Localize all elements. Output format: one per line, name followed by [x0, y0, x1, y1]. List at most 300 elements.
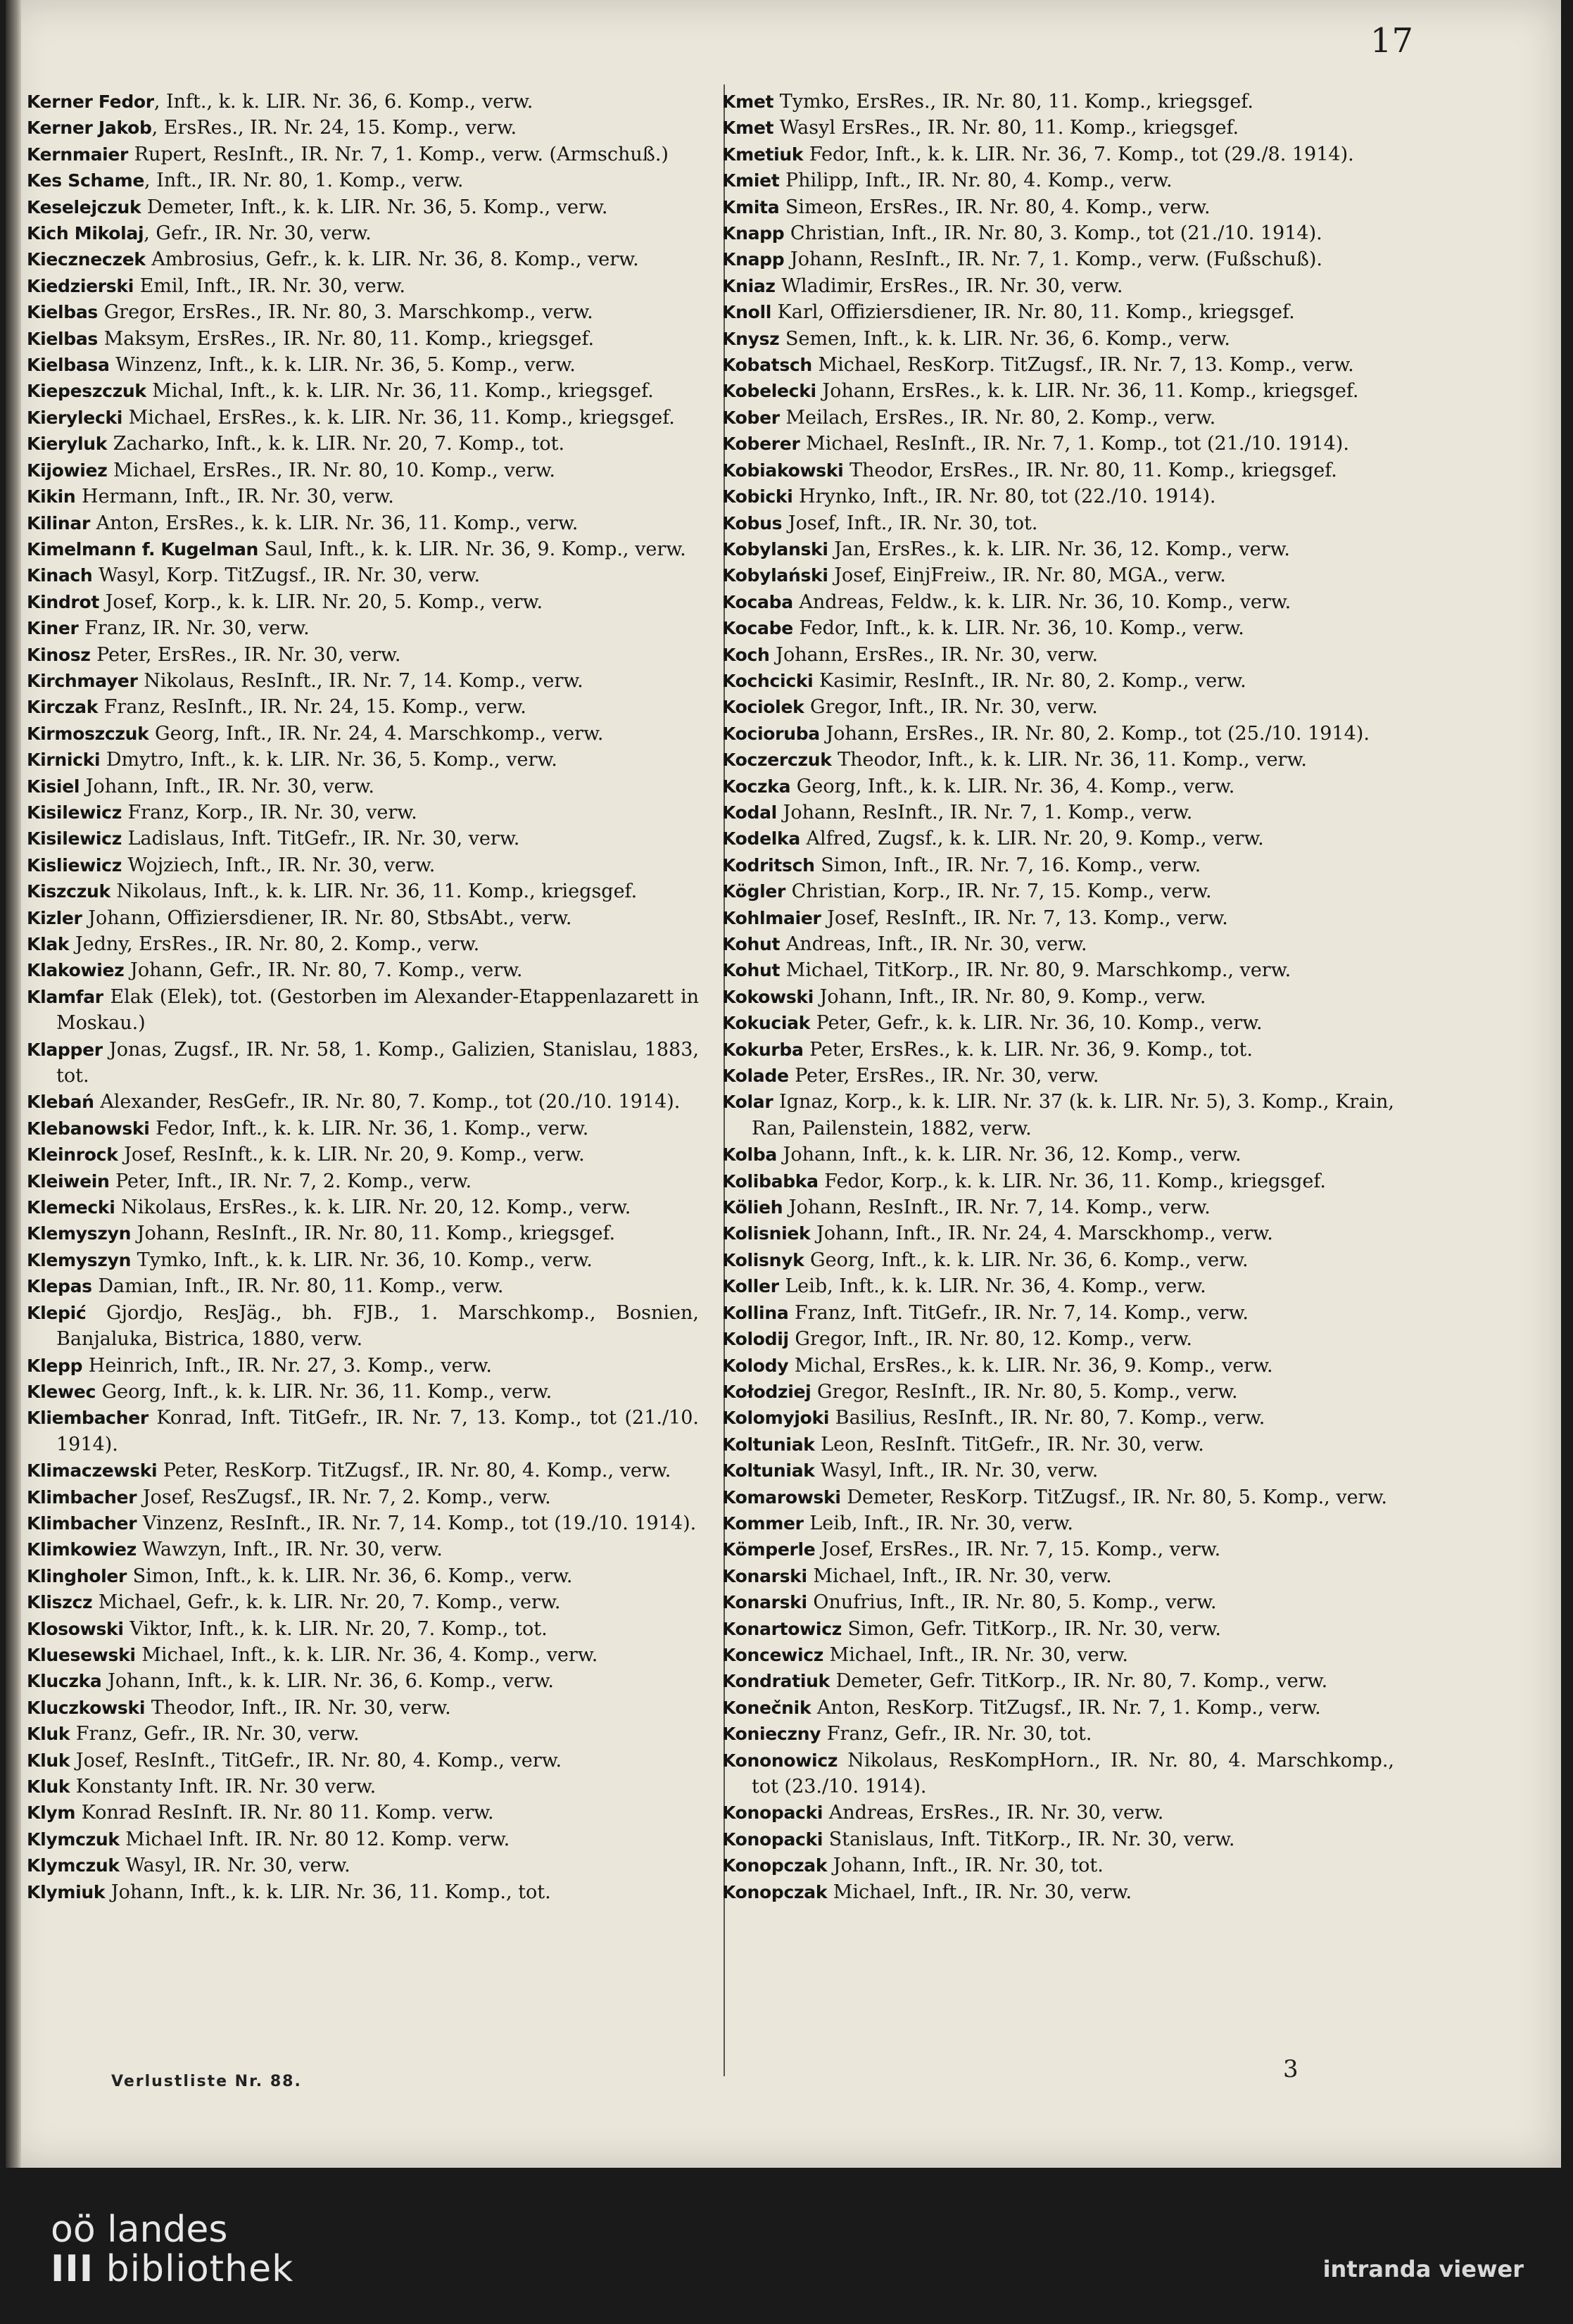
entry-name: Klemyszyn [27, 1223, 132, 1244]
entry-name: Kiedzierski [27, 275, 134, 296]
entry-details: Josef, ResInft., IR. Nr. 7, 13. Komp., verw. [821, 907, 1228, 929]
list-entry [722, 536, 1394, 562]
entry-name: Kiszczuk [27, 881, 110, 902]
entry-name: Klebanowski [27, 1118, 150, 1139]
entry-name: Kisilewicz [27, 828, 122, 850]
entry-details: Peter, ErsRes., IR. Nr. 30, verw. [788, 1065, 1099, 1087]
entry-details: Josef, EinjFreiw., IR. Nr. 80, MGA., verw. [828, 564, 1226, 587]
entry-details: Michal, ErsRes., k. k. LIR. Nr. 36, 9. Komp., verw. [788, 1354, 1273, 1377]
list-entry [27, 773, 699, 800]
entry-details: Nikolaus, ResKompHorn., IR. Nr. 80, 4. Marschkomp., tot (23./10. 1914). [752, 1749, 1394, 1798]
list-entry [722, 773, 1394, 800]
entry-name: Kocabe [722, 618, 793, 639]
entry-name: Kolar [722, 1092, 773, 1113]
entry-name: Kobiakowski [722, 460, 844, 481]
list-entry [722, 1273, 1394, 1299]
entry-name: Komarowski [722, 1486, 841, 1508]
entry-name: Kirmoszczuk [27, 723, 149, 744]
entry-name: Klepp [27, 1355, 83, 1376]
list-entry [722, 326, 1394, 352]
entry-details: Josef, ResInft., TitGefr., IR. Nr. 80, 4. Komp., verw. [70, 1749, 562, 1772]
list-entry [27, 405, 699, 431]
footer-label: Verlustliste Nr. 88. [111, 2073, 302, 2090]
entry-name: Kliembacher [27, 1408, 149, 1429]
entry-name: Klapper [27, 1039, 103, 1060]
entry-name: Klymczuk [27, 1855, 120, 1876]
entry-name: Kohut [722, 960, 781, 981]
entry-name: Kindrot [27, 591, 99, 612]
list-entry [722, 1879, 1394, 1905]
list-entry [722, 510, 1394, 536]
entry-details: Karl, Offiziersdiener, IR. Nr. 80, 11. Komp., kriegsgef. [771, 301, 1295, 324]
entry-name: Koltuniak [722, 1434, 815, 1455]
entry-details: Heinrich, Inft., IR. Nr. 27, 3. Komp., verw. [82, 1354, 492, 1377]
entry-name: Kmita [722, 196, 780, 217]
entry-name: Kodal [722, 802, 777, 823]
entry-details: Zacharko, Inft., k. k. LIR. Nr. 20, 7. Komp., tot. [107, 433, 565, 455]
list-entry [722, 273, 1394, 299]
list-entry [722, 1826, 1394, 1852]
entry-details: Franz, Korp., IR. Nr. 30, verw. [121, 801, 417, 823]
entry-details: Johann, Inft., IR. Nr. 24, 4. Marsckhomp., verw. [810, 1223, 1273, 1245]
entry-details: Maksym, ErsRes., IR. Nr. 80, 11. Komp., kriegsgef. [98, 327, 595, 350]
list-entry [27, 1089, 699, 1115]
entry-name: Kirnicki [27, 750, 101, 771]
entry-details: Josef, Inft., IR. Nr. 30, tot. [782, 512, 1038, 534]
entry-details: Nikolaus, ErsRes., k. k. LIR. Nr. 20, 12. Komp., verw. [115, 1196, 631, 1219]
entry-details: Johann, Inft., IR. Nr. 30, tot. [827, 1855, 1104, 1877]
entry-name: Klakowiez [27, 960, 125, 981]
entry-details: Franz, Gefr., IR. Nr. 30, verw. [70, 1723, 360, 1745]
entry-details: Simeon, ErsRes., IR. Nr. 80, 4. Komp., verw. [779, 196, 1211, 218]
entry-details: Demeter, Gefr. TitKorp., IR. Nr. 80, 7. Komp., verw. [829, 1670, 1328, 1693]
entry-details: Peter, ResKorp. TitZugsf., IR. Nr. 80, 4. Komp., verw. [157, 1460, 671, 1482]
entry-details: Gregor, ResInft., IR. Nr. 80, 5. Komp., verw. [811, 1380, 1238, 1403]
entry-name: Klingholer [27, 1565, 127, 1586]
list-entry [722, 615, 1394, 641]
entry-name: Kolody [722, 1355, 789, 1376]
entry-name: Kluk [27, 1724, 70, 1745]
list-entry [27, 1774, 699, 1800]
list-entry [27, 1589, 699, 1615]
list-entry [722, 1563, 1394, 1589]
entry-name: Kmiet [722, 170, 780, 191]
entry-name: Knysz [722, 328, 780, 349]
entry-name: Kobicki [722, 486, 793, 507]
entry-details: Tymko, ErsRes., IR. Nr. 80, 11. Komp., kriegsgef. [773, 91, 1253, 113]
entry-name: Kes Schame [27, 170, 144, 191]
entry-details: Konstanty Inft. IR. Nr. 30 verw. [70, 1776, 377, 1798]
entry-name: Kobatsch [722, 355, 812, 376]
entry-details: Johann, Offiziersdiener, IR. Nr. 80, StbsAbt., verw. [82, 907, 572, 929]
entry-name: Knapp [722, 223, 785, 244]
list-entry [27, 721, 699, 747]
entry-details: Andreas, Inft., IR. Nr. 30, verw. [780, 933, 1087, 955]
entry-details: Nikolaus, Inft., k. k. LIR. Nr. 36, 11. Komp., kriegsgef. [110, 880, 638, 903]
entry-details: Johann, ResInft., IR. Nr. 7, 14. Komp., verw. [783, 1196, 1211, 1219]
entry-details: Johann, Inft., k. k. LIR. Nr. 36, 6. Komp., verw. [101, 1670, 554, 1693]
entry-name: Kniaz [722, 275, 776, 296]
list-entry [27, 852, 699, 878]
list-entry [27, 326, 699, 352]
entry-details: Vinzenz, ResInft., IR. Nr. 7, 14. Komp., tot (19./10. 1914). [137, 1512, 697, 1534]
entry-details: Ignaz, Korp., k. k. LIR. Nr. 37 (k. k. LIR. Nr. 5), 3. Komp., Krain, Ran, Pailenstein, 1882, verw. [752, 1091, 1394, 1139]
entry-name: Klimbacher [27, 1486, 137, 1508]
entry-name: Klym [27, 1802, 76, 1824]
list-entry [27, 536, 699, 562]
logo-bars-icon: III [51, 2248, 94, 2290]
list-entry [722, 800, 1394, 826]
list-entry [27, 747, 699, 773]
entry-details: Alfred, Zugsf., k. k. LIR. Nr. 20, 9. Komp., verw. [800, 828, 1264, 850]
list-entry [27, 800, 699, 826]
entry-name: Kluk [27, 1776, 70, 1797]
entry-details: Peter, Inft., IR. Nr. 7, 2. Komp., verw. [109, 1170, 472, 1192]
entry-name: Kluesewski [27, 1644, 136, 1665]
list-entry [27, 957, 699, 983]
list-entry [27, 1247, 699, 1273]
entry-name: Kokuciak [722, 1013, 811, 1034]
entry-details: Christian, Inft., IR. Nr. 80, 3. Komp., tot (21./10. 1914). [784, 222, 1322, 245]
entry-name: Kielbas [27, 328, 99, 349]
list-entry [27, 1379, 699, 1405]
list-entry [722, 1220, 1394, 1246]
list-entry [722, 826, 1394, 852]
entry-details: Kasimir, ResInft., IR. Nr. 80, 2. Komp., verw. [813, 669, 1246, 692]
entry-details: Wasyl ErsRes., IR. Nr. 80, 11. Komp., kriegsgef. [773, 117, 1239, 139]
entry-name: Kononowicz [722, 1750, 838, 1771]
entry-name: Kmet [722, 91, 774, 112]
entry-details: Theodor, Inft., IR. Nr. 30, verw. [145, 1696, 451, 1719]
list-entry [722, 1353, 1394, 1379]
entry-name: Konartowicz [722, 1618, 842, 1639]
entry-name: Keselejczuk [27, 196, 141, 217]
list-entry [27, 694, 699, 720]
entry-name: Klepas [27, 1276, 92, 1297]
list-entry [722, 141, 1394, 168]
list-entry [722, 1642, 1394, 1668]
entry-details: Johann, Inft., k. k. LIR. Nr. 36, 11. Komp., tot. [105, 1881, 551, 1903]
list-entry [722, 878, 1394, 904]
list-entry [27, 1405, 699, 1458]
entry-name: Kołodziej [722, 1381, 811, 1402]
entry-details: Josef, ErsRes., IR. Nr. 7, 15. Komp., verw. [815, 1539, 1221, 1561]
entry-name: Koczerczuk [722, 750, 832, 771]
entry-name: Kodelka [722, 828, 800, 850]
entry-details: Christian, Korp., IR. Nr. 7, 15. Komp., verw. [785, 880, 1212, 903]
entry-details: Gregor, Inft., IR. Nr. 80, 12. Komp., verw. [788, 1328, 1193, 1351]
list-entry [27, 1168, 699, 1194]
entry-name: Kernmaier [27, 144, 129, 165]
list-entry [722, 1536, 1394, 1562]
entry-name: Kikin [27, 486, 76, 507]
entry-details: Fedor, Inft., k. k. LIR. Nr. 36, 10. Komp., verw. [792, 617, 1244, 640]
entry-name: Kirchmayer [27, 670, 138, 691]
entry-details: Damian, Inft., IR. Nr. 80, 11. Komp., verw. [91, 1275, 504, 1298]
list-entry [722, 1484, 1394, 1510]
entry-name: Kisiel [27, 776, 80, 797]
entry-name: Koch [722, 644, 770, 665]
entry-details: Georg, Inft., k. k. LIR. Nr. 36, 4. Komp., verw. [790, 775, 1235, 797]
list-entry [722, 1089, 1394, 1142]
list-entry [27, 1616, 699, 1642]
list-entry [722, 1800, 1394, 1826]
entry-details: Fedor, Korp., k. k. LIR. Nr. 36, 11. Komp., kriegsgef. [818, 1170, 1326, 1192]
scanned-page [6, 0, 1561, 2168]
list-entry [722, 352, 1394, 378]
list-entry [722, 405, 1394, 431]
entry-details: Emil, Inft., IR. Nr. 30, verw. [133, 274, 405, 297]
entry-details: Michael, ResKorp. TitZugsf., IR. Nr. 7, 13. Komp., verw. [811, 354, 1354, 377]
entry-name: Klosowski [27, 1618, 124, 1639]
entry-details: Rupert, ResInft., IR. Nr. 7, 1. Komp., verw. (Armschuß.) [128, 143, 669, 165]
entry-details: Meilach, ErsRes., IR. Nr. 80, 2. Komp., verw. [779, 406, 1216, 429]
entry-details: Johann, Inft., k. k. LIR. Nr. 36, 12. Komp., verw. [776, 1144, 1242, 1166]
entry-name: Konopacki [722, 1829, 823, 1850]
entry-details: Jedny, ErsRes., IR. Nr. 80, 2. Komp., verw. [69, 933, 480, 955]
entry-details: Michael, Inft., IR. Nr. 30, verw. [827, 1881, 1132, 1903]
list-entry [27, 931, 699, 957]
list-entry [722, 168, 1394, 194]
list-entry [722, 1142, 1394, 1168]
list-entry [722, 1668, 1394, 1694]
list-entry [27, 1510, 699, 1536]
entry-name: Klymczuk [27, 1829, 120, 1850]
list-entry [722, 984, 1394, 1010]
list-entry [27, 194, 699, 220]
entry-details: Semen, Inft., k. k. LIR. Nr. 36, 6. Komp., verw. [779, 327, 1230, 350]
entry-details: Peter, ErsRes., IR. Nr. 30, verw. [90, 643, 401, 666]
entry-details: Michal, Inft., k. k. LIR. Nr. 36, 11. Komp., kriegsgef. [146, 380, 654, 403]
entry-name: Kohlmaier [722, 907, 821, 928]
entry-name: Kociolek [722, 697, 804, 718]
list-entry [722, 1721, 1394, 1747]
list-entry [27, 905, 699, 931]
entry-details: Alexander, ResGefr., IR. Nr. 80, 7. Komp., tot (20./10. 1914). [94, 1091, 681, 1113]
entry-name: Kluczkowski [27, 1697, 146, 1718]
entry-name: Kich Mikolaj [27, 223, 144, 244]
entry-details: Demeter, ResKorp. TitZugsf., IR. Nr. 80, 5. Komp., verw. [840, 1486, 1387, 1508]
entry-name: Kerner Jakob [27, 118, 152, 139]
list-entry [722, 89, 1394, 115]
entry-name: Kobelecki [722, 381, 816, 402]
entry-details: Viktor, Inft., k. k. LIR. Nr. 20, 7. Komp., tot. [123, 1617, 548, 1640]
entry-details: Elak (Elek), tot. (Gestorben im Alexander-Etappenlazarett in Moskau.) [56, 985, 699, 1035]
list-entry [722, 1247, 1394, 1273]
list-entry [722, 1695, 1394, 1721]
entry-name: Konopczak [722, 1881, 828, 1902]
entry-details: Ambrosius, Gefr., k. k. LIR. Nr. 36, 8. Komp., verw. [145, 248, 639, 271]
library-logo[interactable] [51, 2210, 293, 2289]
entry-details: Onufrius, Inft., IR. Nr. 80, 5. Komp., verw. [807, 1591, 1217, 1614]
entry-name: Kolodij [722, 1329, 789, 1350]
entry-details: Demeter, Inft., k. k. LIR. Nr. 36, 5. Komp., verw. [141, 196, 608, 218]
list-entry [27, 1484, 699, 1510]
list-entry [27, 1353, 699, 1379]
list-entry [722, 1037, 1394, 1063]
entry-name: Klewec [27, 1381, 96, 1402]
page-number: 17 [1370, 21, 1413, 61]
entry-name: Koczka [722, 776, 791, 797]
list-entry [27, 115, 699, 141]
entry-details: Wojziech, Inft., IR. Nr. 30, verw. [121, 854, 436, 876]
list-entry [27, 352, 699, 378]
entry-details: Johann, Gefr., IR. Nr. 80, 7. Komp., verw. [124, 959, 523, 982]
list-entry [27, 1300, 699, 1353]
list-entry [27, 1642, 699, 1668]
entry-details: Wawzyn, Inft., IR. Nr. 30, verw. [136, 1539, 443, 1561]
entry-name: Kimelmann f. Kugelman [27, 538, 259, 560]
entry-name: Kieryluk [27, 434, 108, 455]
entry-name: Koberer [722, 434, 800, 455]
entry-details: Dmytro, Inft., k. k. LIR. Nr. 36, 5. Komp., verw. [100, 749, 557, 771]
entry-name: Kochcicki [722, 670, 814, 691]
list-entry [722, 1432, 1394, 1458]
entry-name: Kömperle [722, 1539, 816, 1560]
entry-name: Konečnik [722, 1697, 811, 1718]
entry-details: Hrynko, Inft., IR. Nr. 80, tot (22./10. 1914). [792, 486, 1216, 508]
entry-name: Kisliewicz [27, 854, 122, 876]
list-entry [27, 1800, 699, 1826]
entry-details: Franz, Inft. TitGefr., IR. Nr. 7, 14. Komp., verw. [788, 1301, 1249, 1324]
entry-details: Leib, Inft., k. k. LIR. Nr. 36, 4. Komp., verw. [778, 1275, 1206, 1298]
list-entry [722, 931, 1394, 957]
entry-name: Konarski [722, 1565, 807, 1586]
entry-details: Wasyl, Inft., IR. Nr. 30, verw. [814, 1460, 1099, 1482]
entry-name: Kolibabka [722, 1170, 819, 1192]
entry-name: Kondratiuk [722, 1671, 830, 1692]
entry-details: Gregor, ErsRes., IR. Nr. 80, 3. Marschkomp., verw. [98, 301, 593, 324]
entry-name: Kluk [27, 1750, 70, 1771]
list-entry [722, 1458, 1394, 1484]
entry-name: Kizler [27, 907, 82, 928]
entry-details: Michael, ErsRes., IR. Nr. 80, 10. Komp., verw. [107, 459, 555, 481]
entry-details: Theodor, Inft., k. k. LIR. Nr. 36, 11. Komp., verw. [831, 749, 1307, 771]
list-entry [27, 984, 699, 1037]
list-entry [722, 1589, 1394, 1615]
entry-details: Josef, ResZugsf., IR. Nr. 7, 2. Komp., verw. [137, 1486, 551, 1508]
entry-name: Kölieh [722, 1197, 783, 1218]
list-entry [27, 1852, 699, 1878]
entry-name: Kirczak [27, 697, 99, 718]
entry-name: Kolade [722, 1066, 789, 1087]
entry-name: Kilinar [27, 512, 90, 533]
viewer-label: intranda viewer [1322, 2256, 1524, 2282]
list-entry [722, 378, 1394, 404]
list-entry [722, 115, 1394, 141]
list-entry [27, 1879, 699, 1905]
entry-details: Theodor, ErsRes., IR. Nr. 80, 11. Komp., kriegsgef. [843, 459, 1337, 481]
list-entry [27, 457, 699, 484]
entry-details: Franz, Gefr., IR. Nr. 30, tot. [821, 1723, 1092, 1745]
list-entry [27, 1220, 699, 1246]
entry-name: Konieczny [722, 1724, 821, 1745]
entry-name: Kliszcz [27, 1592, 93, 1613]
entry-details: Konrad, Inft. TitGefr., IR. Nr. 7, 13. Komp., tot (21./10. 1914). [56, 1407, 699, 1455]
entry-name: Koller [722, 1276, 779, 1297]
entry-name: Kommer [722, 1513, 804, 1534]
entry-details: Nikolaus, ResInft., IR. Nr. 7, 14. Komp., verw. [137, 669, 583, 692]
entry-details: , Inft., k. k. LIR. Nr. 36, 6. Komp., verw. [153, 91, 533, 113]
list-entry [27, 510, 699, 536]
entry-name: Kollina [722, 1302, 789, 1323]
list-entry [722, 1168, 1394, 1194]
entry-details: Winzenz, Inft., k. k. LIR. Nr. 36, 5. Komp., verw. [109, 354, 576, 377]
list-entry [722, 1010, 1394, 1036]
list-entry [722, 694, 1394, 720]
logo-text-bottom [51, 2249, 293, 2289]
entry-name: Kögler [722, 881, 786, 902]
list-entry [27, 378, 699, 404]
entry-details: Josef, ResInft., k. k. LIR. Nr. 20, 9. Komp., verw. [118, 1144, 585, 1166]
entry-name: Koltuniak [722, 1460, 815, 1482]
entry-details: Georg, Inft., k. k. LIR. Nr. 36, 11. Komp., verw. [95, 1380, 552, 1403]
entry-name: Kiner [27, 618, 79, 639]
entry-name: Klepić [27, 1302, 87, 1323]
entry-details: , Inft., IR. Nr. 80, 1. Komp., verw. [144, 170, 464, 192]
list-entry [27, 1748, 699, 1774]
list-entry [27, 246, 699, 272]
list-entry [27, 1668, 699, 1694]
entry-name: Kokurba [722, 1039, 804, 1060]
entry-details: Georg, Inft., IR. Nr. 24, 4. Marschkomp., verw. [149, 722, 604, 745]
entry-details: Konrad ResInft. IR. Nr. 80 11. Komp. verw. [75, 1802, 494, 1824]
right-column [722, 89, 1394, 1905]
entry-details: Leib, Inft., IR. Nr. 30, verw. [803, 1512, 1073, 1534]
entry-name: Knoll [722, 302, 771, 323]
entry-name: Klimaczewski [27, 1460, 158, 1482]
entry-details: Franz, IR. Nr. 30, verw. [78, 617, 310, 640]
entry-details: Basilius, ResInft., IR. Nr. 80, 7. Komp., verw. [829, 1407, 1265, 1429]
entry-details: Jonas, Zugsf., IR. Nr. 58, 1. Komp., Galizien, Stanislau, 1883, tot. [56, 1038, 699, 1087]
entry-name: Kocaba [722, 591, 793, 612]
entry-name: Klimbacher [27, 1513, 137, 1534]
list-entry [27, 1563, 699, 1589]
entry-name: Klymiuk [27, 1881, 106, 1902]
entry-name: Kodritsch [722, 854, 815, 876]
entry-details: Andreas, Feldw., k. k. LIR. Nr. 36, 10. Komp., verw. [792, 591, 1291, 613]
entry-name: Kinosz [27, 644, 91, 665]
list-entry [27, 1721, 699, 1747]
logo-text-bibliothek: bibliothek [106, 2248, 294, 2290]
list-entry [27, 168, 699, 194]
entry-details: Johann, ResInft., IR. Nr. 7, 1. Komp., verw. [776, 801, 1193, 823]
entry-name: Kober [722, 407, 780, 428]
entry-details: Michael, Gefr., k. k. LIR. Nr. 20, 7. Komp., verw. [92, 1591, 561, 1614]
list-entry [722, 194, 1394, 220]
list-entry [27, 1116, 699, 1142]
list-entry [722, 1748, 1394, 1800]
list-entry [27, 1536, 699, 1562]
list-entry [27, 220, 699, 246]
entry-details: Michael, Inft., IR. Nr. 30, verw. [823, 1643, 1128, 1666]
entry-details: Tymko, Inft., k. k. LIR. Nr. 36, 10. Komp., verw. [131, 1249, 593, 1271]
entry-name: Kolomyjoki [722, 1408, 830, 1429]
list-entry [27, 615, 699, 641]
entry-details: Johann, Inft., IR. Nr. 30, verw. [80, 775, 374, 797]
entry-details: Andreas, ErsRes., IR. Nr. 30, verw. [823, 1802, 1164, 1824]
list-entry [27, 826, 699, 852]
entry-details: Michael, ResInft., IR. Nr. 7, 1. Komp., tot (21./10. 1914). [800, 433, 1349, 455]
entry-details: Johann, Inft., IR. Nr. 80, 9. Komp., verw. [814, 985, 1206, 1008]
list-entry [722, 747, 1394, 773]
entry-details: Johann, ResInft., IR. Nr. 80, 11. Komp., kriegsgef. [131, 1223, 616, 1245]
left-column [27, 89, 699, 1905]
list-entry [722, 1379, 1394, 1405]
entry-details: Franz, ResInft., IR. Nr. 24, 15. Komp., verw. [98, 696, 526, 719]
entry-name: Klak [27, 934, 70, 954]
entry-details: Johann, ErsRes., IR. Nr. 30, verw. [769, 643, 1099, 666]
